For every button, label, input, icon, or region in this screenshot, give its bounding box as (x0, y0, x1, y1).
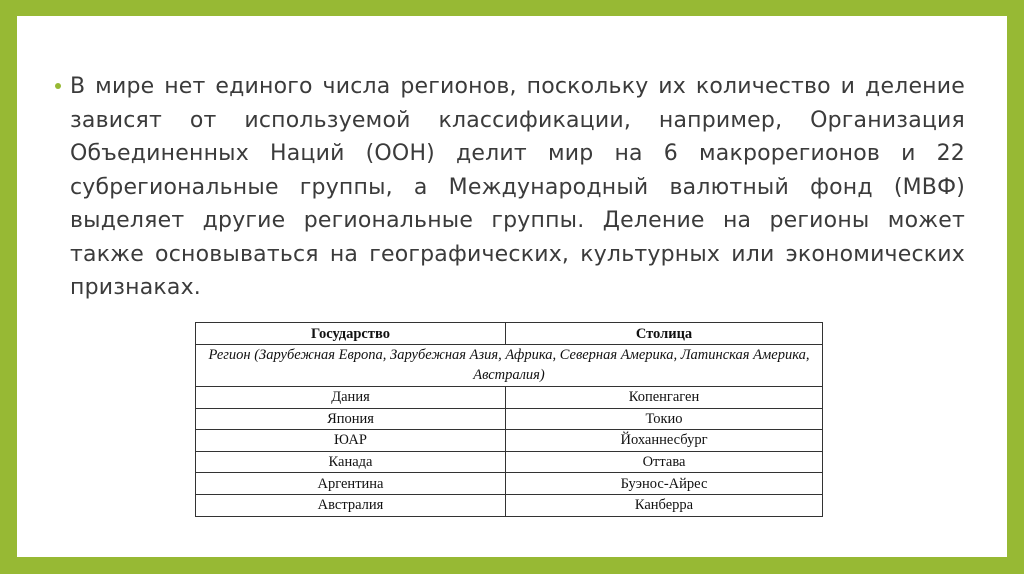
country-cell: Австралия (196, 494, 506, 516)
capital-cell: Токио (506, 408, 823, 430)
country-cell: Аргентина (196, 473, 506, 495)
header-capital: Столица (506, 323, 823, 345)
table-header-row (196, 323, 823, 345)
country-cell: ЮАР (196, 430, 506, 452)
table-row (196, 451, 823, 473)
countries-table (195, 322, 822, 517)
country-cell: Дания (196, 387, 506, 409)
slide-content (17, 16, 1007, 557)
table-region-row (196, 345, 823, 387)
capital-cell: Буэнос-Айрес (506, 473, 823, 495)
table-row (196, 473, 823, 495)
table-row (196, 408, 823, 430)
capital-cell: Копенгаген (506, 387, 823, 409)
country-cell: Япония (196, 408, 506, 430)
header-country: Государство (196, 323, 506, 345)
capital-cell: Оттава (506, 451, 823, 473)
table-row (196, 494, 823, 516)
region-cell: Регион (Зарубежная Европа, Зарубежная Азия, Африка, Северная Америка, Латинская Америка, Австралия) (196, 345, 823, 387)
body-paragraph: В мире нет единого числа регионов, поскольку их количество и деление зависят от используемой классификации, например, Организация Объединенных Наций (ООН) делит мир на 6 макрорегионов и 22 субрегиональные группы, а Международный валютный фонд (МВФ) выделяет другие региональные группы. Деление на регионы может также основываться на географических, культурных или экономических признаках. (70, 74, 965, 300)
capital-cell: Йоханнесбург (506, 430, 823, 452)
table-row (196, 430, 823, 452)
capital-cell: Канберра (506, 494, 823, 516)
bullet-dot-icon (55, 83, 61, 89)
country-cell: Канада (196, 451, 506, 473)
table-row (196, 387, 823, 409)
